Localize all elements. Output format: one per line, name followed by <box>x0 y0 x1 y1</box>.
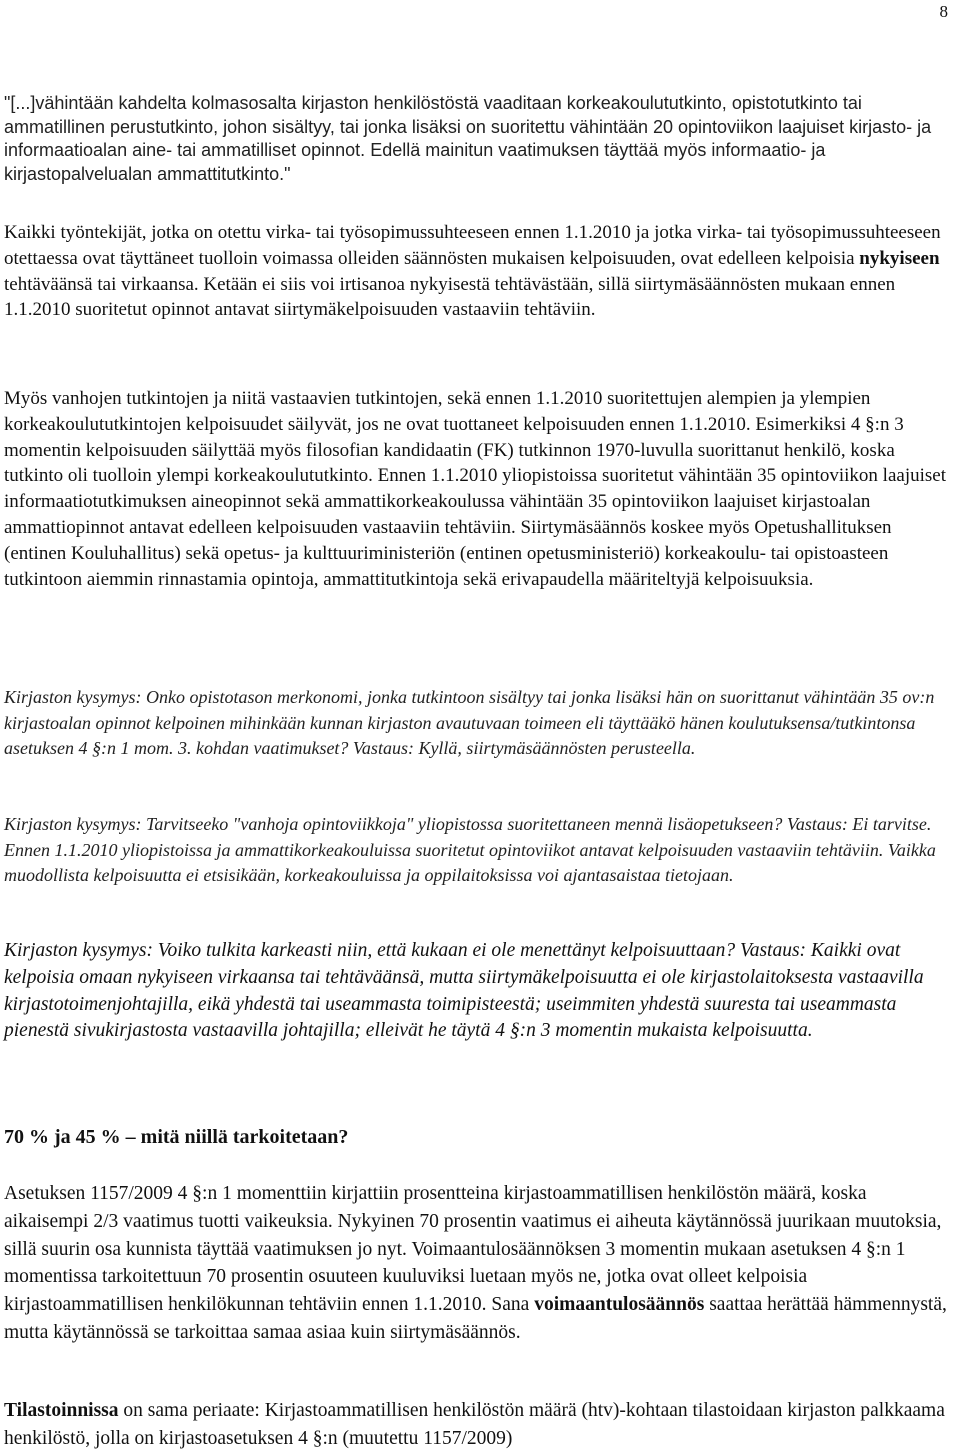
qa-merkonomi: Kirjaston kysymys: Onko opistotason merkonomi, jonka tutkintoon sisältyy tai jonka lisäksi hän on suorittanut vähintään 35 ov:n kirjastoalan opinnot kelpoinen mihinkään kunnan kirjaston avautuvaan toimeen eli täyttääkö hänen koulutuksensa/tutkintonsa asetuksen 4 §:n 1 mom. 3. kohdan vaatimukset? Vastaus: Kyllä, siirtymäsäännösten perusteella. <box>4 687 935 758</box>
paragraph-old-degrees: Myös vanhojen tutkintojen ja niitä vastaavien tutkintojen, sekä ennen 1.1.2010 suoritettujen alempien ja ylempien korkeakoulututkintojen kelpoisuudet säilyvät, jos ne ovat tuottaneet kelpoisuuden ennen 1.1.2010. Esimerkiksi 4 §:n 3 momentin kelpoisuuden säilyttää myös filosofian kandidaatin (FK) tutkinnon 1970-luvulla suorittanut henkilö, koska tutkinto oli tuolloin ylempi korkeakoulututkinto. Ennen 1.1.2010 yliopistoissa suoritetut vähintään 35 opintoviikon laajuiset informaatiotutkimuksen aineopinnot sekä ammattikorkeakoulussa vähintään 35 opintoviikon laajuiset kirjastoalan ammattiopinnot antavat edelleen kelpoisuuden vastaaviin tehtäviin. Siirtymäsäännös koskee myös Opetushallituksen (entinen Kouluhallitus) sekä opetus- ja kulttuuriministeriön (entinen opetusministeriö) korkeakoulu- tai opistoasteen tutkintoon aiemmin rinnastamia opintoja, ammattitutkintoja sekä erivapaudella määriteltyjä kelpoisuuksia. <box>4 388 946 590</box>
bold-term: nykyiseen <box>859 247 940 269</box>
paragraph-statistics: Tilastoinnissa on sama periaate: Kirjastoammatillisen henkilöstön määrä (htv)-kohtaan tilastoidaan kirjaston palkkaama henkilöstö, jolla on kirjastoasetuksen 4 §:n (muutettu 1157/2009) <box>4 1400 945 1449</box>
paragraph-percentages: Asetuksen 1157/2009 4 §:n 1 momenttiin kirjattiin prosentteina kirjastoammatillisen henkilöstön määrä, koska aikaisempi 2/3 vaatimus tuotti vaikeuksia. Nykyinen 70 prosentin vaatimus ei aiheuta käytännössä juurikaan muutoksia, sillä suurin osa kunnista täyttää vaatimuksen jo nyt. Voimaantulosäännöksen 3 momentin mukaan asetuksen 4 §:n 1 momentissa tarkoitettuun 70 prosentin osuuteen kuuluviksi luetaan myös ne, jotka ovat olleet kelpoisia kirjastoammatillisen henkilökunnan tehtäviin ennen 1.1.2010. Sana voimaantulosäännös saattaa herättää hämmennystä, mutta käytännössä se tarkoittaa samaa asiaa kuin siirtymäsäännös. <box>4 1183 947 1343</box>
page-number: 8 <box>939 2 948 21</box>
bold-term: voimaantulosäännös <box>534 1294 705 1316</box>
qa-opintoviikot: Kirjaston kysymys: Tarvitseeko "vanhoja opintoviikkoja" yliopistossa suoritettaneen mennä lisäopetukseen? Vastaus: Ei tarvitse. Ennen 1.1.2010 yliopistoissa ja ammattikorkeakouluissa suoritetut opintoviikot antavat kelpoisuuden vastaaviin tehtäviin. Vaikka muodollista kelpoisuutta ei etsisikään, korkeakouluissa ja oppilaitoksissa voi ajantasaistaa tietojaan. <box>4 814 936 885</box>
paragraph-transition: Kaikki työntekijät, jotka on otettu virka- tai työsopimussuhteeseen ennen 1.1.2010 ja jotka virka- tai työsopimussuhteeseen otettaessa ovat täyttäneet tuolloin voimassa olleiden säännösten mukaisen kelpoisuuden, ovat edelleen kelpoisia nykyiseen tehtäväänsä tai virkaansa. Ketään ei siis voi irtisanoa nykyisestä tehtävästään, sillä siirtymäsäännösten mukaan ennen 1.1.2010 suoritetut opinnot antavat siirtymäkelpoisuuden vastaaviin tehtäviin. <box>4 222 941 321</box>
law-quote: "[...]vähintään kahdelta kolmasosalta kirjaston henkilöstöstä vaaditaan korkeakoulututkinto, opistotutkinto tai ammatillinen perustutkinto, johon sisältyy, tai jonka lisäksi on suoritettu vähintään 20 opintoviikon laajuiset kirjasto- ja informaatioalan aine- tai ammatilliset opinnot. Edellä mainitun vaatimuksen täyttää myös informaatio- ja kirjastopalvelualan ammattitutkinto." <box>4 93 932 184</box>
section-heading: 70 % ja 45 % – mitä niillä tarkoitetaan? <box>4 1126 349 1148</box>
qa-kelpoisuus: Kirjaston kysymys: Voiko tulkita karkeasti niin, että kukaan ei ole menettänyt kelpoisuuttaan? Vastaus: Kaikki ovat kelpoisia omaan nykyiseen virkaansa tai tehtäväänsä, mutta siirtymäkelpoisuutta ei ole kirjastolaitoksesta vastaavilla kirjastotoimenjohtajilla, eikä yhdestä tai useammasta toimipisteestä; useimmiten yhdestä suuresta tai useammasta pienestä sivukirjastosta vastaavilla johtajilla; elleivät he täytä 4 §:n 3 momentin mukaista kelpoisuutta. <box>4 940 924 1042</box>
bold-term: Tilastoinnissa <box>4 1400 119 1421</box>
